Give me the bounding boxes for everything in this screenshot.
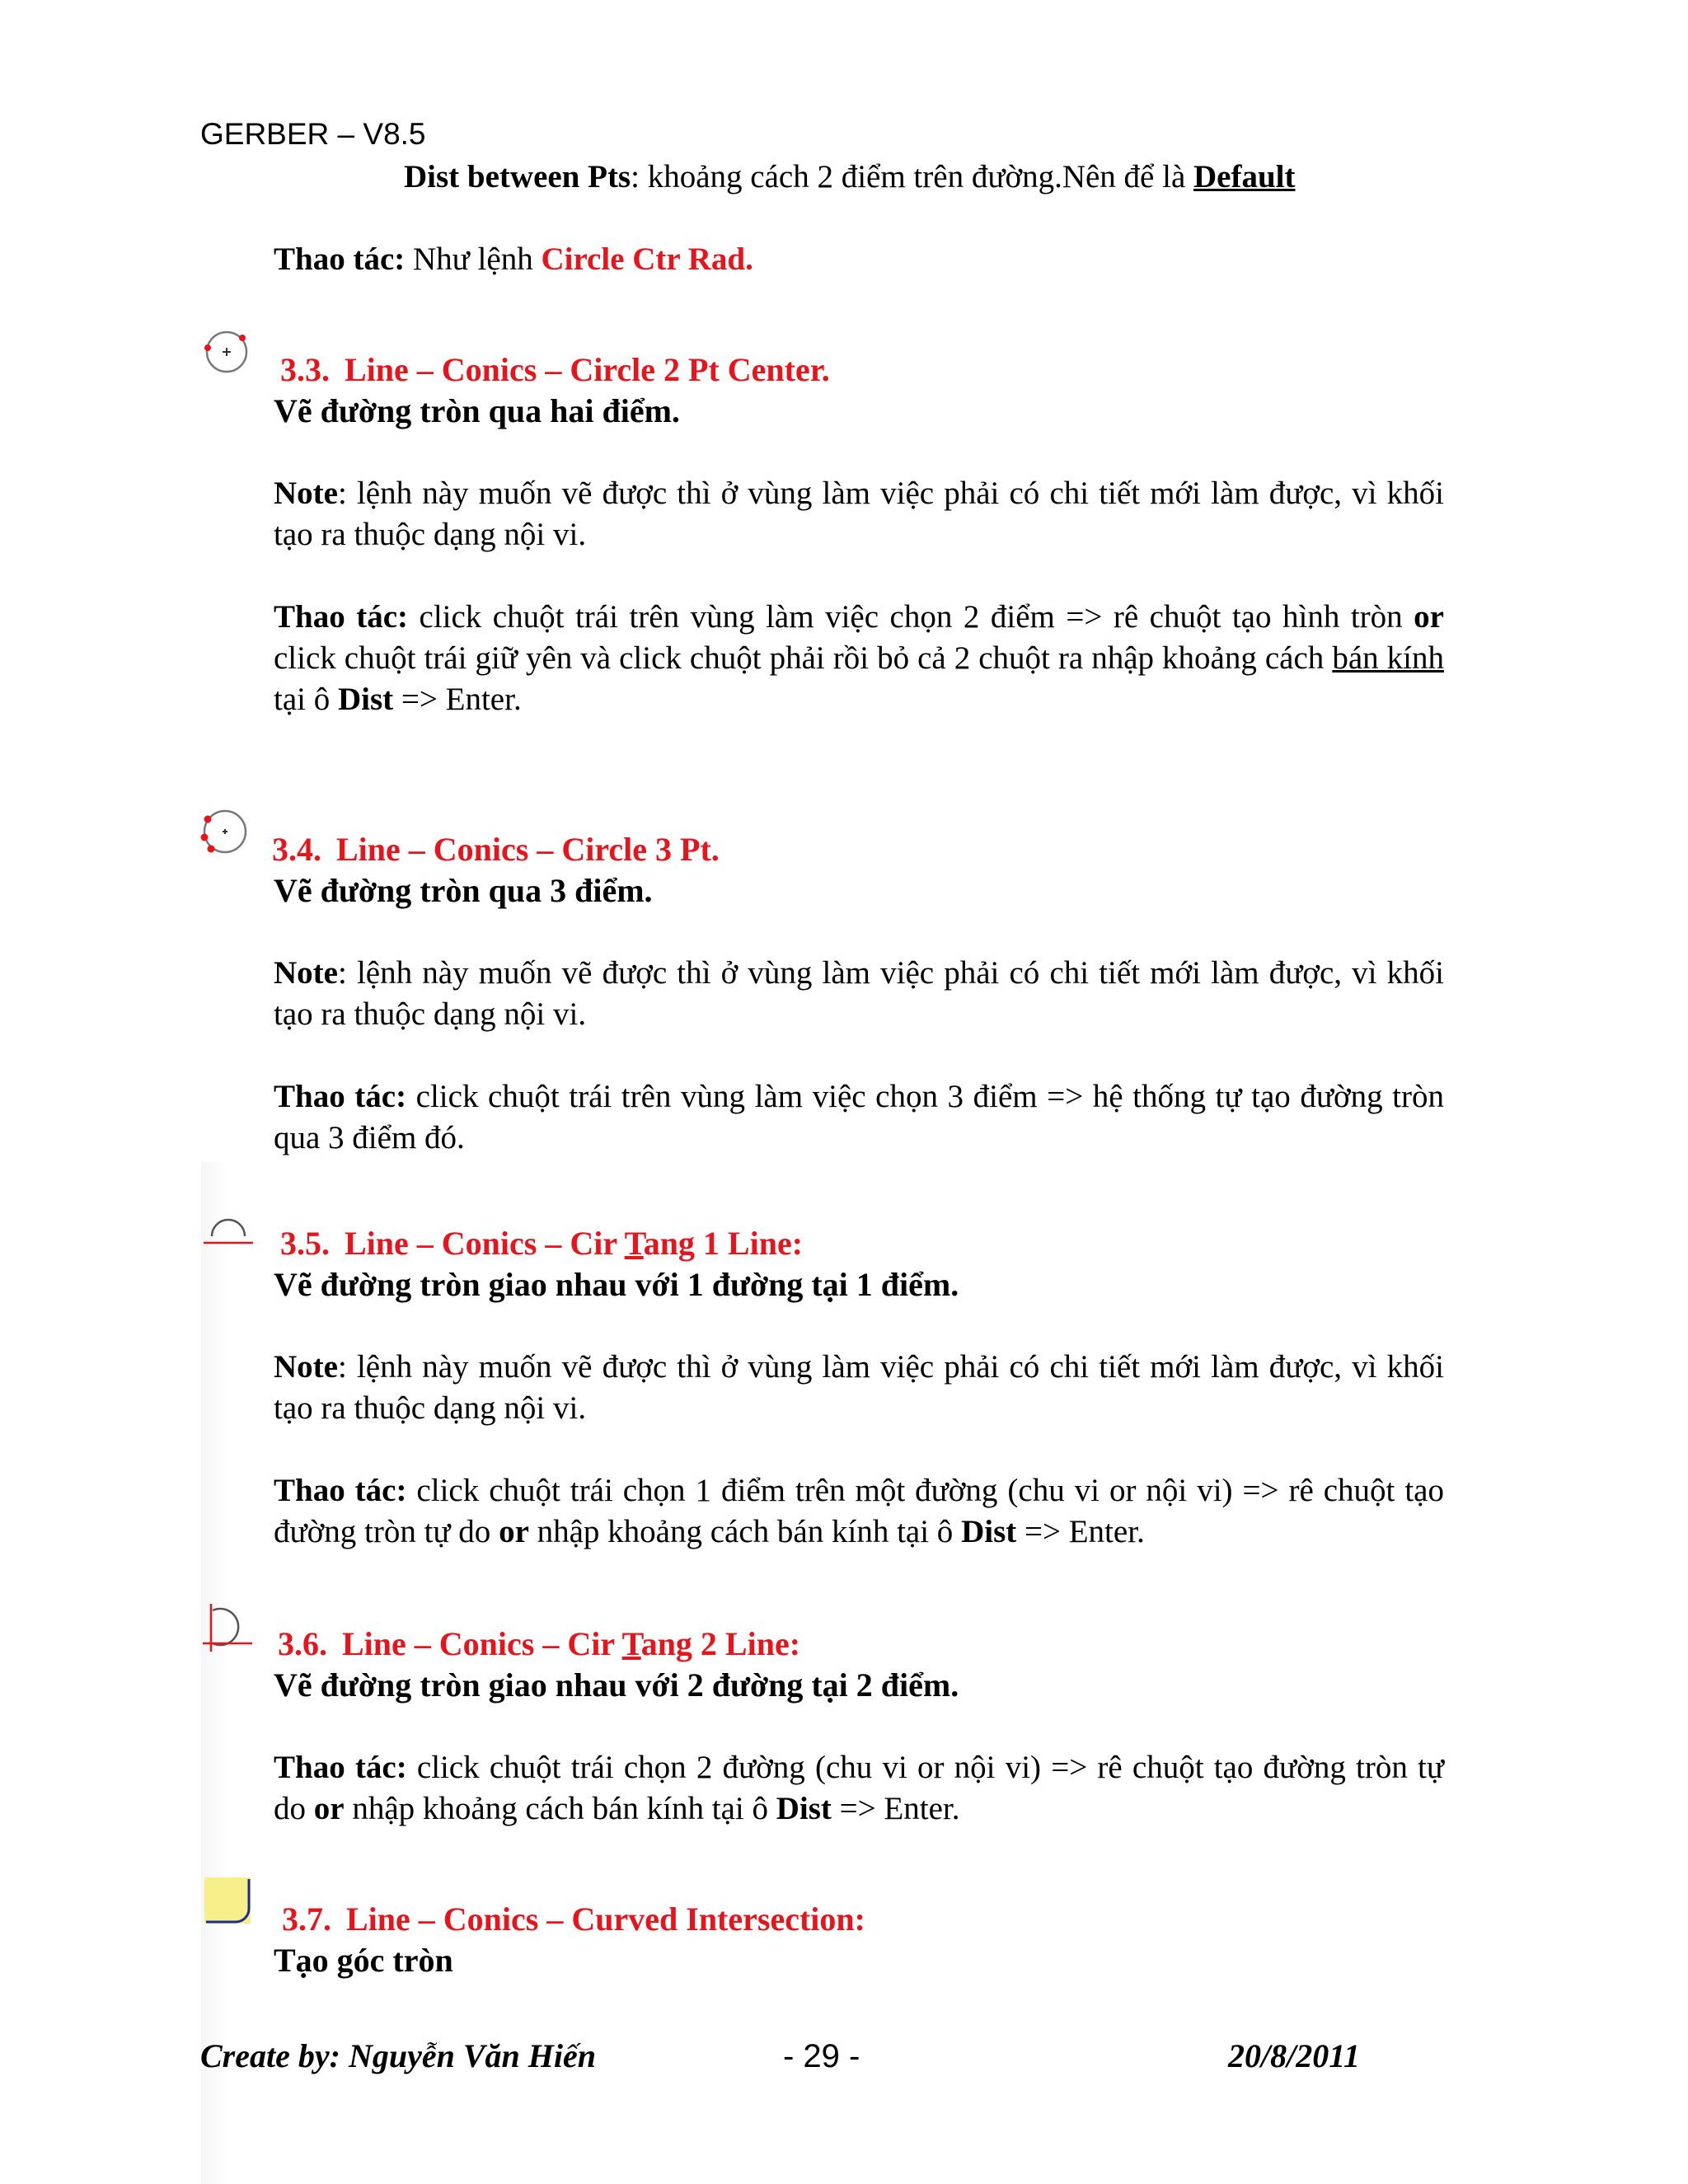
op-or: or (1414, 599, 1444, 635)
section-title: Line – Conics – Cir (345, 1225, 625, 1262)
section-title-underlined: T (621, 1625, 641, 1662)
section-3-6-operation (274, 1747, 1444, 1830)
section-title: Line – Conics – Circle 2 Pt Center. (345, 351, 830, 388)
section-number: 3.5. (280, 1225, 330, 1262)
op-dist: Dist (961, 1514, 1017, 1549)
note-label: Note (274, 476, 338, 511)
op-or: or (499, 1514, 529, 1549)
page-header: GERBER – V8.5 (200, 117, 426, 151)
circle-3pt-icon (196, 806, 254, 857)
intro-operation (274, 239, 753, 280)
op-text: click chuột trái chọn 2 đường (chu vi or nội vi) => rê chuột tạo đường tròn tự do (274, 1750, 1444, 1826)
op-text: click chuột trái giữ yên và click chuột phải rồi bỏ cả 2 chuột ra nhập khoảng cách (274, 640, 1333, 676)
section-3-7-heading (282, 1899, 865, 1940)
thao-tac-label: Thao tác: (274, 241, 406, 277)
op-text: click chuột trái chọn 1 điểm trên một đường (chu vi or nội vi) => rê chuột tạo đường tròn tự do (274, 1473, 1444, 1549)
section-3-7-subtitle: Tạo góc tròn (274, 1942, 453, 1979)
op-label: Thao tác: (274, 1079, 407, 1114)
section-3-3-heading (280, 349, 830, 391)
op-label: Thao tác: (274, 599, 408, 635)
op-text: => Enter. (393, 682, 522, 717)
cir-tang-2-line-icon (201, 1602, 254, 1653)
footer-date: 20/8/2011 (1228, 2037, 1361, 2074)
section-number: 3.6. (278, 1625, 327, 1662)
section-number: 3.7. (282, 1900, 331, 1938)
dist-default: Default (1193, 159, 1296, 194)
section-3-5-operation (274, 1470, 1444, 1553)
op-text: click chuột trái trên vùng làm việc chọn 2 điểm => rê chuột tạo hình tròn (408, 599, 1414, 635)
section-3-6-subtitle: Vẽ đường tròn giao nhau với 2 đường tại 2 điểm. (274, 1666, 959, 1704)
op-text: nhập khoảng cách bán kính tại ô (344, 1791, 776, 1826)
curved-intersection-icon (203, 1876, 254, 1927)
section-title-underlined: T (624, 1225, 644, 1262)
section-number: 3.3. (280, 351, 330, 388)
note-label: Note (274, 1349, 338, 1385)
circle-2pt-center-icon (198, 328, 256, 376)
section-3-3-operation (274, 597, 1444, 720)
op-text: => Enter. (831, 1791, 960, 1826)
thao-tac-text: Như lệnh (405, 241, 542, 277)
cir-tang-1-line-icon (202, 1208, 255, 1249)
section-title: Line – Conics – Cir (342, 1625, 622, 1662)
op-text: => Enter. (1016, 1514, 1145, 1549)
section-3-5-note (274, 1347, 1444, 1429)
op-dist: Dist (776, 1791, 832, 1826)
note-text: : lệnh này muốn vẽ được thì ở vùng làm việc phải có chi tiết mới làm được, vì khối tạo ra thuộc dạng nội vi. (274, 955, 1444, 1032)
section-3-6-heading (278, 1624, 800, 1665)
section-title: Line – Conics – Curved Intersection: (346, 1900, 865, 1938)
note-label: Note (274, 955, 338, 991)
section-3-5-heading (280, 1223, 803, 1264)
section-3-5-subtitle: Vẽ đường tròn giao nhau với 1 đường tại 1 điểm. (274, 1266, 959, 1303)
op-text: tại ô (274, 682, 338, 717)
left-margin-shade (201, 1162, 231, 2184)
op-text: nhập khoảng cách bán kính tại ô (528, 1514, 962, 1549)
op-label: Thao tác: (274, 1750, 407, 1785)
section-3-3-subtitle: Vẽ đường tròn qua hai điểm. (274, 392, 680, 429)
section-3-4-operation (274, 1076, 1444, 1159)
footer-author: Create by: Nguyễn Văn Hiến (200, 2037, 596, 2074)
op-label: Thao tác: (274, 1473, 407, 1508)
section-3-4-subtitle: Vẽ đường tròn qua 3 điểm. (274, 872, 653, 909)
op-dist: Dist (337, 682, 394, 717)
thao-tac-ref: Circle Ctr Rad. (541, 241, 753, 277)
op-underlined: bán kính (1332, 640, 1444, 676)
section-3-4-heading (272, 829, 720, 870)
dist-text: : khoảng cách 2 điểm trên đường.Nên để là (631, 159, 1194, 194)
section-title: Line – Conics – Circle 3 Pt. (336, 831, 720, 868)
section-title: ang 2 Line: (640, 1625, 801, 1662)
section-number: 3.4. (272, 831, 321, 868)
note-text: : lệnh này muốn vẽ được thì ở vùng làm việc phải có chi tiết mới làm được, vì khối tạo ra thuộc dạng nội vi. (274, 1349, 1444, 1426)
dist-between-pts-line (404, 157, 1296, 198)
section-title: ang 1 Line: (643, 1225, 804, 1262)
section-3-3-note (274, 473, 1444, 555)
section-3-4-note (274, 953, 1444, 1035)
op-text: click chuột trái trên vùng làm việc chọn 3 điểm => hệ thống tự tạo đường tròn qua 3 điểm đó. (274, 1079, 1444, 1155)
op-or: or (313, 1791, 345, 1826)
footer-page-number: - 29 - (783, 2038, 860, 2074)
note-text: : lệnh này muốn vẽ được thì ở vùng làm việc phải có chi tiết mới làm được, vì khối tạo ra thuộc dạng nội vi. (274, 476, 1444, 552)
dist-label: Dist between Pts (404, 159, 631, 194)
